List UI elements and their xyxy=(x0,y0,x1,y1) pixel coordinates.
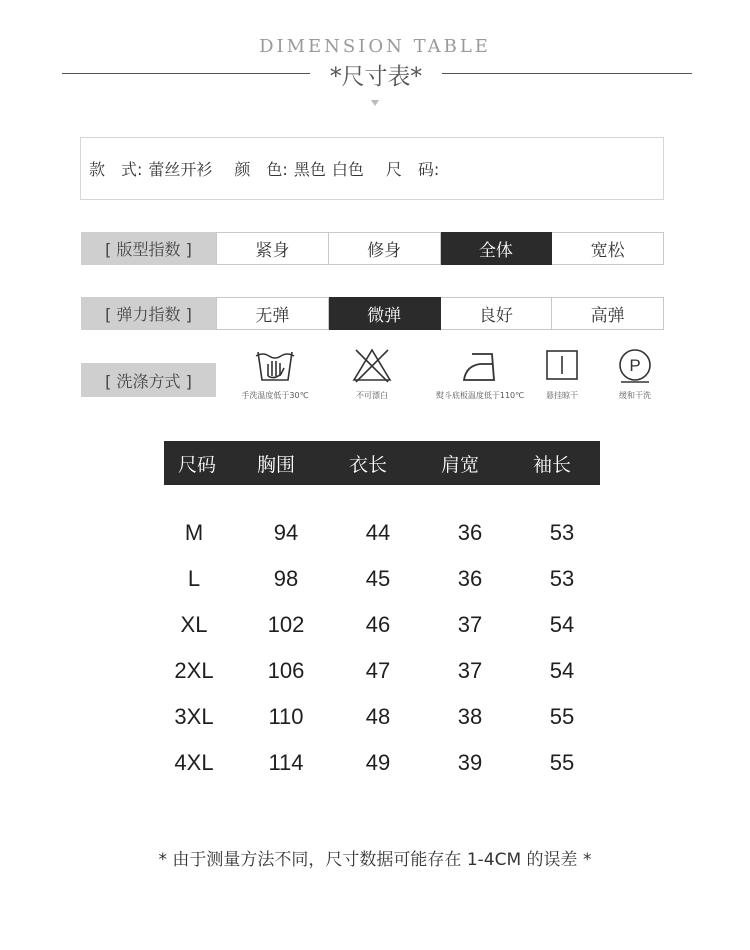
cell-length: 46 xyxy=(365,612,391,637)
style-label: 款 式: xyxy=(89,160,143,179)
iron-caption: 熨斗底板温度低于110℃ xyxy=(435,391,525,400)
dry-clean-icon xyxy=(613,346,657,384)
wash-item-dry-clean xyxy=(575,346,695,401)
table-row xyxy=(148,556,608,602)
header-length: 衣长 xyxy=(348,453,387,476)
color-value-black: 黑色 xyxy=(293,160,326,179)
cell-size: XL xyxy=(180,612,208,637)
cell-shoulder: 36 xyxy=(457,520,483,545)
title-chinese: *尺寸表* xyxy=(330,64,422,90)
wash-method-label: [ 洗涤方式 ] xyxy=(81,363,216,397)
table-row xyxy=(148,694,608,740)
fit-index-row xyxy=(81,232,664,265)
caret-down-icon xyxy=(371,100,379,106)
cell-length: 47 xyxy=(365,658,391,683)
header-shoulder: 肩宽 xyxy=(440,453,479,476)
elastic-index-row xyxy=(81,297,664,330)
elastic-option-high: 高弹 xyxy=(552,297,664,330)
table-row xyxy=(148,740,608,786)
cell-shoulder: 39 xyxy=(457,750,483,775)
cell-size: 4XL xyxy=(174,750,214,775)
header-bust: 胸围 xyxy=(256,453,295,476)
cell-bust: 110 xyxy=(268,704,304,729)
no-bleach-icon xyxy=(350,346,394,384)
title-divider-left xyxy=(62,73,310,74)
table-row xyxy=(148,602,608,648)
style-value: 蕾丝开衫 xyxy=(148,160,213,179)
product-info-box xyxy=(80,137,664,200)
title-english: DIMENSION TABLE xyxy=(259,36,491,57)
cell-size: 2XL xyxy=(174,658,214,683)
cell-shoulder: 37 xyxy=(457,658,483,683)
cell-size: L xyxy=(187,566,201,591)
hand-wash-icon xyxy=(253,346,297,384)
cell-sleeve: 53 xyxy=(549,520,575,545)
size-label: 尺 码: xyxy=(385,160,440,179)
fit-option-tight: 紧身 xyxy=(216,232,329,265)
cell-bust: 114 xyxy=(268,750,304,775)
fit-index-label: [ 版型指数 ] xyxy=(81,232,216,265)
iron-icon xyxy=(458,346,502,384)
table-row xyxy=(148,510,608,556)
svg-text:P: P xyxy=(629,356,641,375)
cell-sleeve: 54 xyxy=(549,612,575,637)
size-table xyxy=(148,510,608,786)
cell-shoulder: 36 xyxy=(457,566,483,591)
color-value-white: 白色 xyxy=(331,160,364,179)
cell-length: 48 xyxy=(365,704,391,729)
table-row xyxy=(148,648,608,694)
cell-bust: 94 xyxy=(273,520,299,545)
cell-size: M xyxy=(184,520,204,545)
cell-sleeve: 55 xyxy=(549,750,575,775)
wash-item-no-bleach xyxy=(312,346,432,401)
fit-option-slim: 修身 xyxy=(329,232,441,265)
cell-length: 49 xyxy=(365,750,391,775)
measurement-note: * 由于测量方法不同，尺寸数据可能存在 1-4CM 的误差 * xyxy=(158,850,592,870)
size-table-header xyxy=(164,441,600,485)
cell-shoulder: 38 xyxy=(457,704,483,729)
cell-bust: 98 xyxy=(273,566,299,591)
hang-dry-caption: 悬挂晾干 xyxy=(546,391,578,400)
elastic-option-none: 无弹 xyxy=(216,297,329,330)
cell-sleeve: 53 xyxy=(549,566,575,591)
cell-sleeve: 54 xyxy=(549,658,575,683)
cell-sleeve: 55 xyxy=(549,704,575,729)
elastic-option-slight: 微弹 xyxy=(329,297,441,330)
cell-bust: 106 xyxy=(267,658,305,683)
fit-option-loose: 宽松 xyxy=(552,232,664,265)
elastic-option-good: 良好 xyxy=(441,297,553,330)
elastic-index-label: [ 弹力指数 ] xyxy=(81,297,216,330)
color-label: 颜 色: xyxy=(234,160,288,179)
title-divider-right xyxy=(442,73,692,74)
no-bleach-caption: 不可漂白 xyxy=(356,391,388,400)
hand-wash-caption: 手洗温度低于30℃ xyxy=(241,391,309,400)
header-size: 尺码 xyxy=(177,453,216,476)
header-sleeve: 袖长 xyxy=(532,453,571,476)
cell-shoulder: 37 xyxy=(457,612,483,637)
cell-size: 3XL xyxy=(174,704,214,729)
cell-bust: 102 xyxy=(267,612,305,637)
cell-length: 44 xyxy=(365,520,391,545)
fit-option-regular: 全体 xyxy=(441,232,553,265)
dry-clean-caption: 缓和干洗 xyxy=(619,391,651,400)
cell-length: 45 xyxy=(365,566,391,591)
